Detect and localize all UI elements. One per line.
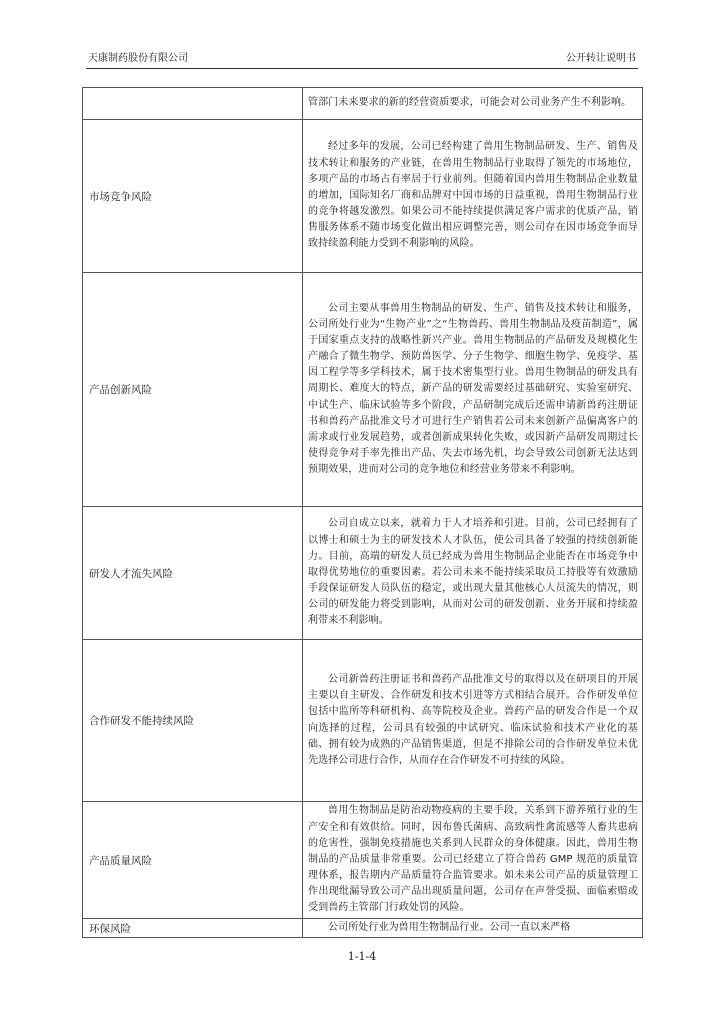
risk-description: 兽用生物制品是防治动物疫病的主要手段，关系到下游养殖行业的生产安全和有效供给。同时，因布鲁氏菌病、高致病性禽流感等人畜共患病的危害性，强制免疫措施也关系到人民群众的身体健康。因此，兽用生物制品的产品质量非常重要。公司已经建立了符合兽药 GMP 规范的质量管理体系，报告期内产品质量符合监管要求。如未来公司产品的质量管理工作出现纰漏导致公司产品出现质量问题，公司存在声誉受损、面临索赔或受到兽药主管部门行政处罚的风险。 [303,802,643,919]
risk-table [82,87,643,938]
risk-description: 公司自成立以来，就着力于人才培养和引进。目前，公司已经拥有了以博士和硕士为主的研发技术人才队伍，使公司具备了较强的持续创新能力。目前，高端的研发人员已经成为兽用生物制品企业能否在市场竞争中取得优势地位的重要因素。若公司未来不能持续采取员工持股等有效激励手段保证研发人员队伍的稳定，或出现大量其他核心人员流失的情况，则公司的研发能力将受到影响，从而对公司的研发创新、业务开展和持续盈利带来不利影响。 [303,507,643,640]
risk-label: 产品创新风险 [83,273,303,507]
risk-description: 公司新兽药注册证书和兽药产品批准文号的取得以及在研项目的开展主要以自主研发、合作研发和技术引进等方式相结合展开。合作研发单位包括中监所等科研机构、高等院校及企业。兽药产品的研发合作是一个双向选择的过程，公司具有较强的中试研究、临床试验和技术产业化的基础、拥有较为成熟的产品销售渠道，但是不排除公司的合作研发单位未优先选择公司进行合作，从而存在合作研发不可持续的风险。 [303,640,643,802]
table-row [83,640,643,802]
risk-description: 管部门未来要求的新的经营资质要求，可能会对公司业务产生不利影响。 [303,88,643,120]
risk-label: 产品质量风险 [83,802,303,919]
table-row [83,507,643,640]
risk-label: 合作研发不能持续风险 [83,640,303,802]
risk-label: 环保风险 [83,919,303,938]
risk-description: 公司主要从事兽用生物制品的研发、生产、销售及技术转让和服务，公司所处行业为“生物产业”之“生物兽药、兽用生物制品及疫苗制造”，属于国家重点支持的战略性新兴产业。兽用生物制品的产品研发及规模化生产融合了微生物学、预防兽医学、分子生物学、细胞生物学、免疫学、基因工程学等多学科技术，属于技术密集型行业。兽用生物制品的研发具有周期长、难度大的特点，新产品的研发需要经过基础研究、实验室研究、中试生产、临床试验等多个阶段，产品研制完成后还需申请新兽药注册证书和兽药产品批准文号才可进行生产销售若公司未来创新产品偏离客户的需求或行业发展趋势，或者创新成果转化失败，或因新产品研发周期过长使得竞争对手率先推出产品、失去市场先机，均会导致公司创新无法达到预期效果，进而对公司的竞争地位和经营业务带来不利影响。 [303,273,643,507]
document-title: 公开转让说明书 [566,53,636,64]
table-row [83,802,643,919]
table-row [83,273,643,507]
page-header [86,52,638,69]
page-number: 1-1-4 [347,950,377,963]
table-row [83,919,643,938]
risk-description: 经过多年的发展，公司已经构建了兽用生物制品研发、生产、销售及技术转让和服务的产业链，在兽用生物制品行业取得了领先的市场地位，多项产品的市场占有率居于行业前列。但随着国内兽用生物制品企业数量的增加，国际知名厂商和品牌对中国市场的日益重视，兽用生物制品行业的竞争将越发激烈。如果公司不能持续提供满足客户需求的优质产品，销售服务体系不随市场变化做出相应调整完善，则公司存在因市场竞争而导致持续盈利能力受到不利影响的风险。 [303,120,643,273]
risk-description: 公司所处行业为兽用生物制品行业。公司一直以来严格 [303,919,643,938]
table-row [83,88,643,120]
company-name: 天康制药股份有限公司 [88,53,188,64]
risk-label [83,88,303,120]
risk-label: 市场竞争风险 [83,120,303,273]
risk-label: 研发人才流失风险 [83,507,303,640]
table-row [83,120,643,273]
